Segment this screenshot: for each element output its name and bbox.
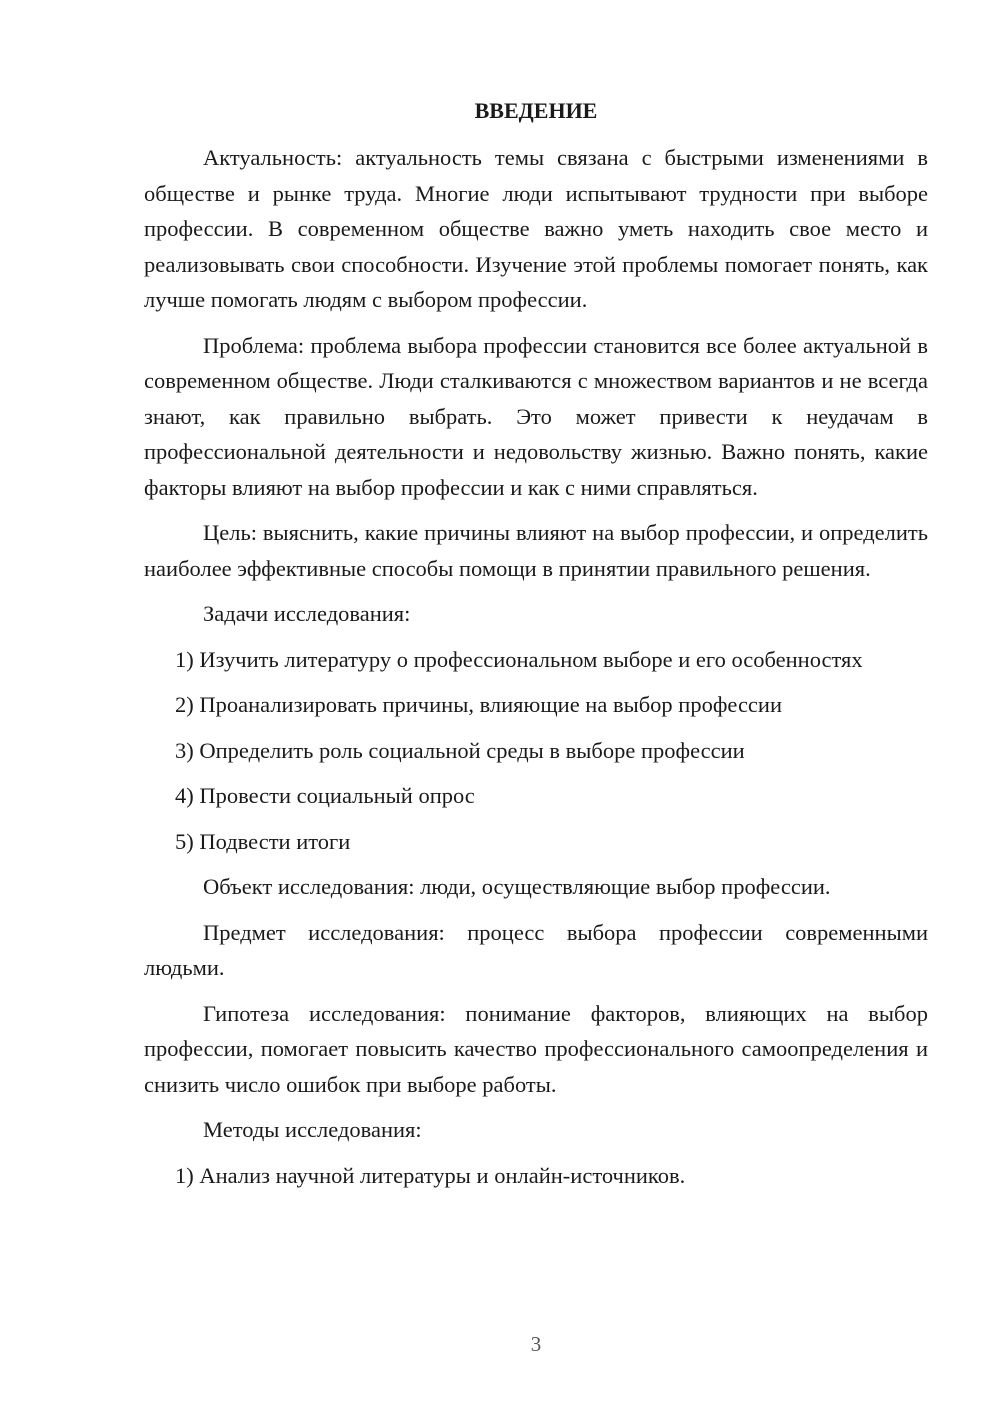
method-item-1: 1) Анализ научной литературы и онлайн-источников. [175, 1162, 686, 1188]
task-item-1: 1) Изучить литературу о профессиональном выборе и его особенностях [175, 646, 863, 672]
tasks-heading: Задачи исследования: [203, 601, 411, 626]
hypothesis-paragraph: Гипотеза исследования: понимание факторов, влияющих на выбор профессии, помогает повысить качество профессионального самоопределения и снизить число ошибок при выборе работы. [144, 1000, 928, 1097]
methods-heading: Методы исследования: [203, 1117, 422, 1142]
page-number: 3 [530, 1332, 542, 1356]
problem-paragraph: Проблема: проблема выбора профессии становится все более актуальной в современном обществе. Люди сталкиваются с множеством вариантов и не всегда знают, как правильно выбрать. Это может привести к неудачам в профессиональной деятельности и недовольству жизнью. Важно понять, какие факторы влияют на выбор профессии и как с ними справляться. [144, 332, 928, 500]
task-item-3: 3) Определить роль социальной среды в выборе профессии [175, 737, 745, 763]
page-title: ВВЕДЕНИЕ [474, 98, 598, 123]
relevance-paragraph: Актуальность: актуальность темы связана с быстрыми изменениями в обществе и рынке труда. Многие люди испытывают трудности при выборе профессии. В современном обществе важно уметь находить свое место и реализовывать свои способности. Изучение этой проблемы помогает понять, как лучше помогать людям с выбором профессии. [144, 145, 928, 312]
task-item-5: 5) Подвести итоги [175, 828, 351, 854]
page-content [144, 93, 928, 1203]
subject-paragraph: Предмет исследования: процесс выбора профессии современными людьми. [144, 919, 928, 980]
object-paragraph: Объект исследования: люди, осуществляющие выбор профессии. [203, 874, 831, 899]
task-item-2: 2) Проанализировать причины, влияющие на выбор профессии [175, 692, 782, 717]
task-item-4: 4) Провести социальный опрос [175, 783, 475, 808]
goal-paragraph: Цель: выяснить, какие причины влияют на выбор профессии, и определить наиболее эффективные способы помощи в принятии правильного решения. [144, 520, 928, 581]
